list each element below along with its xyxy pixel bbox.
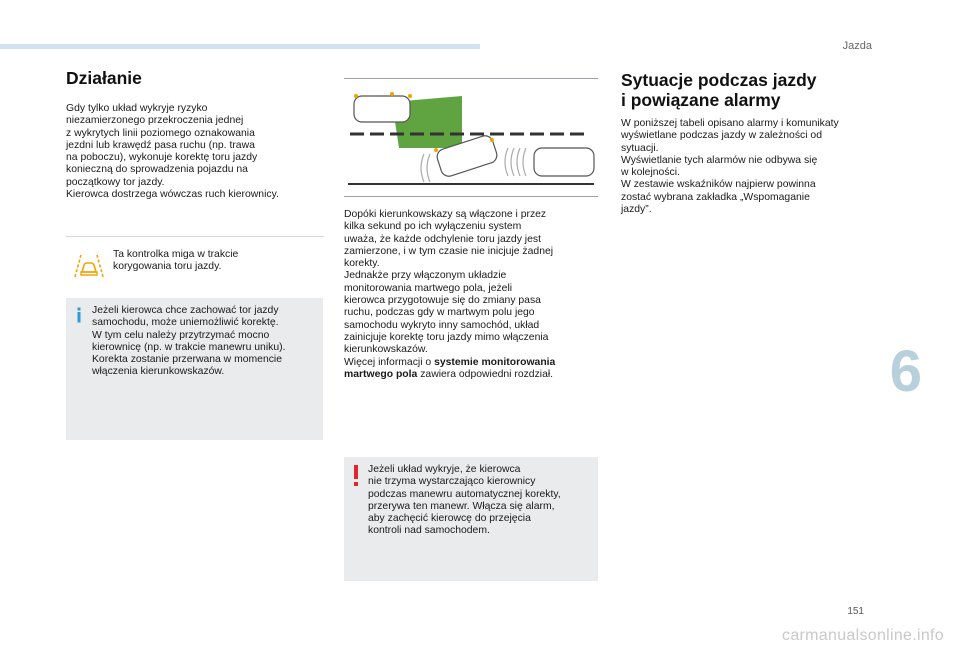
paragraph-text-before: Dopóki kierunkowskazy są włączone i przez kilka sekund po ich wyłączeniu system uważa, że każde odchylenie toru jazdy jest zamierzone, i w tym czasie nie inicjuje żadnej korekty. Jednakże przy włączonym układzie monitorowania martwego pola, jeżeli kierowca przygotowuje się do zmiany pasa ruchu, podczas gdy w martwym polu jego samochodu wykryto inny samochód, układ zainicjuje korektę toru jazdy mimo włączenia kierunkowskazów. Więcej informacji o [344,209,554,368]
lamp-description: Ta kontrolka miga w trakcie korygowania toru jazdy. [113,249,239,273]
lane-correction-diagram [344,84,598,192]
warning-icon [352,465,360,487]
section-label: Jazda [842,40,872,52]
intro-paragraph: Gdy tylko układ wykryje ryzyko niezamierzonego przekroczenia jednej z wykrytych linii poziomego oznakowania jezdni lub krawędź pasa ruchu (np. trawa na poboczu), wykonuje korektę toru jazdy konieczną do sprowadzenia pojazdu na początkowy tor jazdy. Kierowca dostrzega wówczas ruch kierownicy. [66,103,279,201]
bottom-rule [344,196,598,197]
divider [66,236,324,237]
section-title-dzialanie: Działanie [66,68,142,88]
header-accent-bar [0,44,480,49]
alarms-intro-paragraph: W poniższej tabeli opisano alarmy i komunikaty wyświetlane podczas jazdy w zależności od sytuacji. Wyświetlanie tych alarmów nie odbywa się w kolejności. W zestawie wskaźników najpierw powinna zostać wybrana zakładka „Wspomaganie jazdy”. [621,118,839,216]
info-icon [76,305,82,325]
blind-spot-reference: systemie monitorowania martwego pola [344,356,556,380]
blind-spot-paragraph [344,209,600,381]
chapter-number: 6 [889,339,922,404]
section-title-situations: Sytuacje podczas jazdy i powiązane alarmy [621,70,817,110]
watermark: carmanualsonline.info [782,627,944,644]
lane-keeping-lamp-icon [72,252,106,278]
warning-note-text: Jeżeli układ wykryje, że kierowca nie trzyma wystarczająco kierownicy podczas manewru automatycznej korekty, przerywa ten manewr. Włącza się alarm, aby zachęcić kierowcę do przejęcia kontroli nad samochodem. [368,464,561,537]
paragraph-text-after: zawiera odpowiedni rozdział. [417,368,554,380]
page-number: 151 [847,606,864,617]
info-note-text: Jeżeli kierowca chce zachować tor jazdy samochodu, może uniemożliwić korektę. W tym celu należy przytrzymać mocno kierownicę (np. w trakcie manewru uniku). Korekta zostanie przerwana w momencie włączenia kierunkowskazów. [92,305,286,378]
top-rule [344,78,598,79]
